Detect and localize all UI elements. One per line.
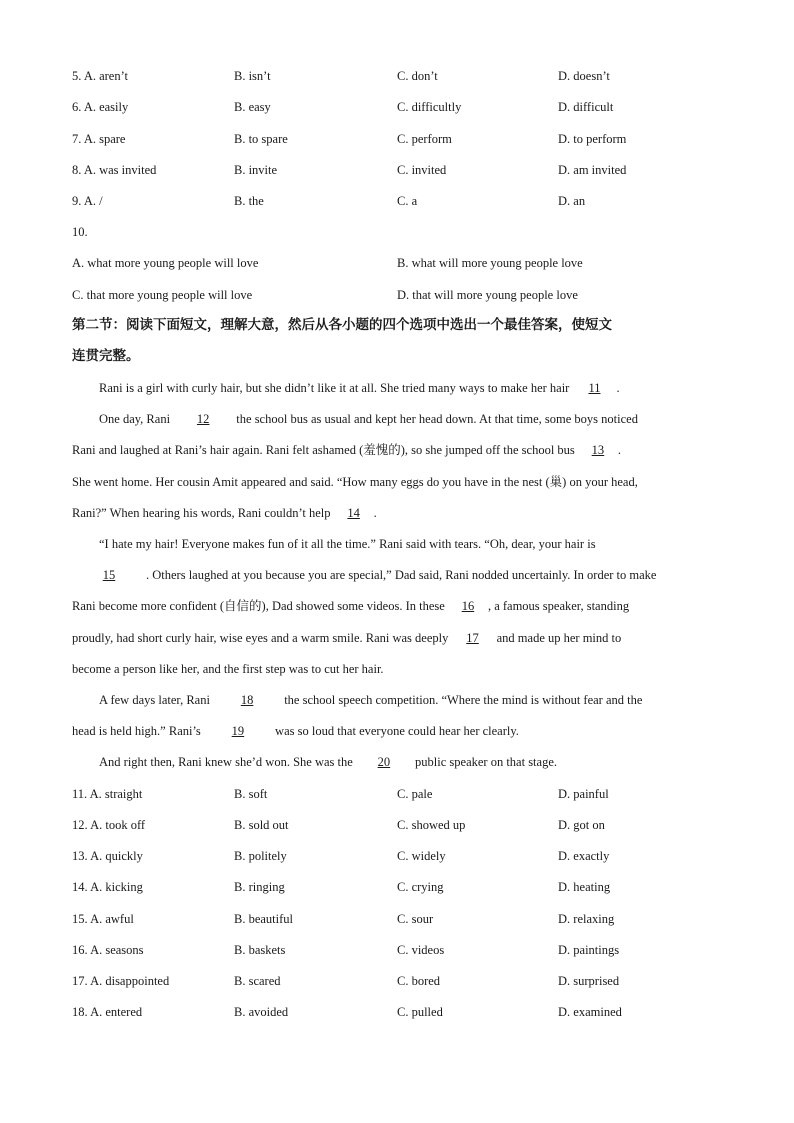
option-c: C. pale bbox=[397, 787, 433, 801]
option-b: B. what will more young people love bbox=[397, 256, 583, 270]
option-d: D. examined bbox=[558, 1005, 622, 1019]
question-number: 10. bbox=[72, 225, 88, 239]
option-a: 15. A. awful bbox=[72, 912, 134, 926]
passage-line: Rani and laughed at Rani’s hair again. Rani felt ashamed (羞愧的), so she jumped off the school bus 13 . bbox=[72, 435, 724, 466]
blank-20: 20 bbox=[377, 755, 391, 770]
option-b: B. isn’t bbox=[234, 69, 271, 83]
option-d: D. doesn’t bbox=[558, 69, 610, 83]
option-b: B. baskets bbox=[234, 943, 286, 957]
passage-line: And right then, Rani knew she’d won. She was the 20 public speaker on that stage. bbox=[72, 747, 724, 778]
option-d: D. surprised bbox=[558, 974, 620, 988]
heading-line: 连贯完整。 bbox=[72, 348, 140, 365]
blank-16: 16 bbox=[461, 599, 475, 614]
passage-line: Rani?” When hearing his words, Rani couldn’t help 14 . bbox=[72, 498, 724, 529]
option-d: D. paintings bbox=[558, 943, 620, 957]
option-d: D. painful bbox=[558, 787, 609, 801]
option-a: 9. A. / bbox=[72, 194, 103, 208]
option-c: C. that more young people will love bbox=[72, 288, 253, 302]
option-d: D. am invited bbox=[558, 163, 627, 177]
option-a: 6. A. easily bbox=[72, 100, 129, 114]
option-d: D. relaxing bbox=[558, 912, 615, 926]
passage-line: head is held high.” Rani’s 19 was so loud that everyone could hear her clearly. bbox=[72, 716, 724, 747]
option-c: C. bored bbox=[397, 974, 441, 988]
option-d: D. got on bbox=[558, 818, 605, 832]
blank-17: 17 bbox=[466, 630, 479, 645]
blank-14: 14 bbox=[347, 505, 360, 520]
heading-line: 第二节：阅读下面短文，理解大意，然后从各小题的四个选项中选出一个最佳答案，使短文 bbox=[72, 317, 612, 333]
passage-line: become a person like her, and the first step was to cut her hair. bbox=[72, 661, 384, 676]
option-a: 18. A. entered bbox=[72, 1005, 143, 1019]
option-c: C. widely bbox=[397, 849, 446, 863]
blank-19: 19 bbox=[231, 724, 245, 739]
passage-line: A few days later, Rani 18 the school speech competition. “Where the mind is without fear and the bbox=[72, 685, 724, 716]
option-d: D. difficult bbox=[558, 100, 614, 114]
passage-line: proudly, had short curly hair, wise eyes and a warm smile. Rani was deeply 17 and made up her mind to bbox=[72, 623, 724, 654]
blank-12: 12 bbox=[196, 412, 210, 427]
option-b: B. beautiful bbox=[234, 912, 294, 926]
option-a: 12. A. took off bbox=[72, 818, 146, 832]
option-d: D. an bbox=[558, 194, 586, 208]
option-c: C. pulled bbox=[397, 1005, 443, 1019]
option-d: D. that will more young people love bbox=[397, 288, 578, 302]
section-heading bbox=[72, 310, 724, 372]
option-a: 14. A. kicking bbox=[72, 880, 143, 894]
passage-line: 15 . Others laughed at you because you are special,” Dad said, Rani nodded uncertainly. In order to make bbox=[72, 560, 724, 591]
option-c: C. videos bbox=[397, 943, 445, 957]
blank-18: 18 bbox=[240, 692, 254, 707]
option-b: B. to spare bbox=[234, 132, 288, 146]
option-a: 5. A. aren’t bbox=[72, 69, 129, 83]
option-c: C. don’t bbox=[397, 69, 438, 83]
passage-line: One day, Rani 12 the school bus as usual and kept her head down. At that time, some boys noticed bbox=[72, 404, 724, 435]
cloze-passage bbox=[72, 373, 724, 778]
option-b: B. easy bbox=[234, 100, 271, 114]
option-c: C. showed up bbox=[397, 818, 466, 832]
blank-11: 11 bbox=[588, 381, 601, 395]
option-a: 7. A. spare bbox=[72, 132, 126, 146]
option-b: B. sold out bbox=[234, 818, 289, 832]
option-a: 8. A. was invited bbox=[72, 163, 157, 177]
option-b: B. politely bbox=[234, 849, 287, 863]
option-c: C. invited bbox=[397, 163, 447, 177]
option-d: D. to perform bbox=[558, 132, 627, 146]
option-a: 11. A. straight bbox=[72, 787, 143, 801]
option-c: C. a bbox=[397, 194, 418, 208]
option-b: B. invite bbox=[234, 163, 278, 177]
option-b: B. ringing bbox=[234, 880, 285, 894]
option-d: D. heating bbox=[558, 880, 611, 894]
option-a: 17. A. disappointed bbox=[72, 974, 170, 988]
option-c: C. crying bbox=[397, 880, 444, 894]
option-b: B. avoided bbox=[234, 1005, 289, 1019]
option-d: D. exactly bbox=[558, 849, 610, 863]
option-a: 16. A. seasons bbox=[72, 943, 144, 957]
blank-15: 15 bbox=[102, 568, 116, 583]
option-c: C. sour bbox=[397, 912, 434, 926]
passage-line: Rani become more confident (自信的), Dad showed some videos. In these 16 , a famous speaker, standing bbox=[72, 591, 724, 622]
option-b: B. soft bbox=[234, 787, 268, 801]
option-b: B. the bbox=[234, 194, 264, 208]
option-c: C. difficultly bbox=[397, 100, 462, 114]
option-a: A. what more young people will love bbox=[72, 256, 259, 270]
passage-line: “I hate my hair! Everyone makes fun of it all the time.” Rani said with tears. “Oh, dear, your hair is bbox=[99, 536, 596, 551]
option-a: 13. A. quickly bbox=[72, 849, 143, 863]
passage-line: Rani is a girl with curly hair, but she didn’t like it at all. She tried many ways to make her hair 11 . bbox=[72, 373, 724, 404]
passage-line: She went home. Her cousin Amit appeared and said. “How many eggs do you have in the nest (巢) on your head, bbox=[72, 474, 638, 489]
option-b: B. scared bbox=[234, 974, 281, 988]
blank-13: 13 bbox=[591, 443, 605, 458]
option-c: C. perform bbox=[397, 132, 452, 146]
